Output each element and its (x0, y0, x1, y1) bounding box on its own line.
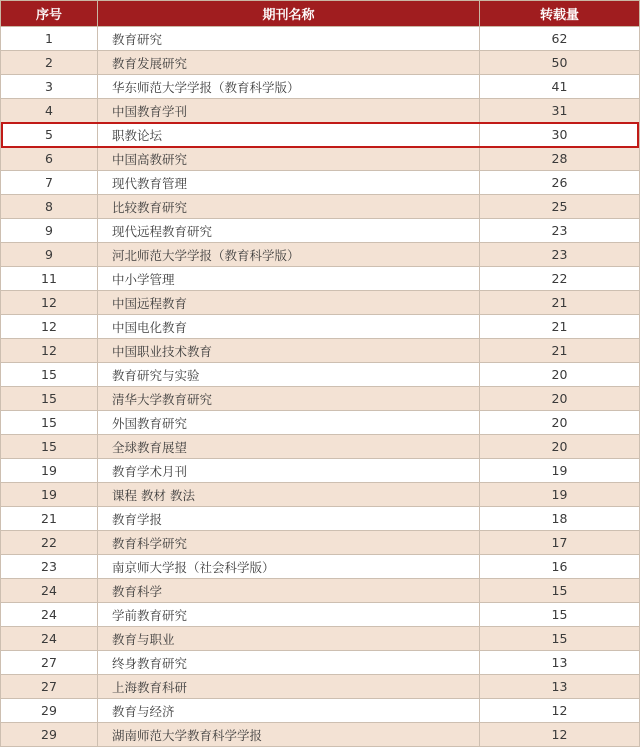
journal-name-cell: 教育与职业 (98, 627, 480, 651)
table-row (1, 699, 640, 723)
journal-name-cell: 职教论坛 (98, 123, 480, 147)
rank-cell: 24 (1, 603, 98, 627)
header-row (1, 1, 640, 27)
repost-count-cell: 25 (480, 195, 640, 219)
rank-cell: 8 (1, 195, 98, 219)
rank-cell: 22 (1, 531, 98, 555)
table-row (1, 627, 640, 651)
repost-count-cell: 21 (480, 315, 640, 339)
rank-cell: 3 (1, 75, 98, 99)
repost-count-cell: 30 (480, 123, 640, 147)
journal-name-cell: 上海教育科研 (98, 675, 480, 699)
repost-count-cell: 13 (480, 675, 640, 699)
journal-name-cell: 中国电化教育 (98, 315, 480, 339)
table-row (1, 195, 640, 219)
rank-cell: 15 (1, 387, 98, 411)
rank-cell: 4 (1, 99, 98, 123)
table-row (1, 603, 640, 627)
table-row (1, 411, 640, 435)
table-row (1, 651, 640, 675)
journal-name-cell: 学前教育研究 (98, 603, 480, 627)
journal-name-cell: 中国高教研究 (98, 147, 480, 171)
journal-name-cell: 现代教育管理 (98, 171, 480, 195)
table-row (1, 339, 640, 363)
repost-count-cell: 26 (480, 171, 640, 195)
rank-cell: 12 (1, 291, 98, 315)
journal-name-cell: 教育研究 (98, 27, 480, 51)
journal-name-cell: 教育发展研究 (98, 51, 480, 75)
table-row (1, 531, 640, 555)
repost-count-cell: 15 (480, 603, 640, 627)
rank-cell: 12 (1, 339, 98, 363)
repost-count-cell: 12 (480, 723, 640, 747)
repost-count-cell: 15 (480, 579, 640, 603)
table-row (1, 435, 640, 459)
journal-name-cell: 湖南师范大学教育科学学报 (98, 723, 480, 747)
rank-cell: 15 (1, 411, 98, 435)
journal-name-cell: 终身教育研究 (98, 651, 480, 675)
table-row (1, 147, 640, 171)
rank-cell: 9 (1, 243, 98, 267)
rank-cell: 2 (1, 51, 98, 75)
repost-count-cell: 18 (480, 507, 640, 531)
table-row (1, 555, 640, 579)
rank-cell: 29 (1, 699, 98, 723)
repost-count-cell: 19 (480, 459, 640, 483)
journal-name-cell: 全球教育展望 (98, 435, 480, 459)
table-header (1, 1, 640, 27)
table-row (1, 507, 640, 531)
table-row (1, 99, 640, 123)
repost-count-cell: 20 (480, 435, 640, 459)
header-journal-name: 期刊名称 (98, 1, 480, 27)
repost-count-cell: 13 (480, 651, 640, 675)
table-row (1, 483, 640, 507)
rank-cell: 27 (1, 651, 98, 675)
table-row (1, 459, 640, 483)
rank-cell: 1 (1, 27, 98, 51)
rank-cell: 27 (1, 675, 98, 699)
table-row (1, 171, 640, 195)
table-row (1, 27, 640, 51)
rank-cell: 24 (1, 627, 98, 651)
journal-name-cell: 华东师范大学学报（教育科学版） (98, 75, 480, 99)
repost-count-cell: 21 (480, 339, 640, 363)
repost-count-cell: 23 (480, 219, 640, 243)
table-row (1, 363, 640, 387)
rank-cell: 7 (1, 171, 98, 195)
table-row (1, 267, 640, 291)
repost-count-cell: 20 (480, 363, 640, 387)
journal-name-cell: 教育与经济 (98, 699, 480, 723)
rank-cell: 12 (1, 315, 98, 339)
repost-count-cell: 41 (480, 75, 640, 99)
header-rank: 序号 (1, 1, 98, 27)
table-body (1, 27, 640, 747)
table-row (1, 315, 640, 339)
rank-cell: 11 (1, 267, 98, 291)
repost-count-cell: 22 (480, 267, 640, 291)
table-row (1, 75, 640, 99)
journal-name-cell: 教育学术月刊 (98, 459, 480, 483)
table-row (1, 387, 640, 411)
rank-cell: 19 (1, 483, 98, 507)
table-row (1, 51, 640, 75)
journal-name-cell: 中小学管理 (98, 267, 480, 291)
journal-name-cell: 外国教育研究 (98, 411, 480, 435)
journal-name-cell: 教育科学研究 (98, 531, 480, 555)
rank-cell: 15 (1, 363, 98, 387)
rank-cell: 15 (1, 435, 98, 459)
header-repost-count: 转载量 (480, 1, 640, 27)
table-row (1, 579, 640, 603)
journal-name-cell: 课程 教材 教法 (98, 483, 480, 507)
table-row (1, 243, 640, 267)
table-row (1, 291, 640, 315)
table-row-highlighted (1, 123, 640, 147)
table-row (1, 675, 640, 699)
table-row (1, 723, 640, 747)
repost-count-cell: 15 (480, 627, 640, 651)
repost-count-cell: 28 (480, 147, 640, 171)
journal-name-cell: 中国远程教育 (98, 291, 480, 315)
rank-cell: 5 (1, 123, 98, 147)
repost-count-cell: 21 (480, 291, 640, 315)
journal-name-cell: 比较教育研究 (98, 195, 480, 219)
rank-cell: 24 (1, 579, 98, 603)
table-row (1, 219, 640, 243)
journal-name-cell: 中国教育学刊 (98, 99, 480, 123)
repost-count-cell: 20 (480, 411, 640, 435)
repost-count-cell: 20 (480, 387, 640, 411)
repost-count-cell: 62 (480, 27, 640, 51)
repost-count-cell: 31 (480, 99, 640, 123)
journal-name-cell: 河北师范大学学报（教育科学版） (98, 243, 480, 267)
journal-name-cell: 教育科学 (98, 579, 480, 603)
repost-count-cell: 17 (480, 531, 640, 555)
repost-count-cell: 16 (480, 555, 640, 579)
rank-cell: 6 (1, 147, 98, 171)
repost-count-cell: 23 (480, 243, 640, 267)
rank-cell: 21 (1, 507, 98, 531)
journal-name-cell: 中国职业技术教育 (98, 339, 480, 363)
repost-count-cell: 50 (480, 51, 640, 75)
repost-count-cell: 19 (480, 483, 640, 507)
journal-name-cell: 清华大学教育研究 (98, 387, 480, 411)
journal-name-cell: 现代远程教育研究 (98, 219, 480, 243)
rank-cell: 19 (1, 459, 98, 483)
journal-name-cell: 教育学报 (98, 507, 480, 531)
journal-name-cell: 南京师大学报（社会科学版） (98, 555, 480, 579)
journal-name-cell: 教育研究与实验 (98, 363, 480, 387)
repost-count-cell: 12 (480, 699, 640, 723)
rank-cell: 23 (1, 555, 98, 579)
rank-cell: 29 (1, 723, 98, 747)
rank-cell: 9 (1, 219, 98, 243)
